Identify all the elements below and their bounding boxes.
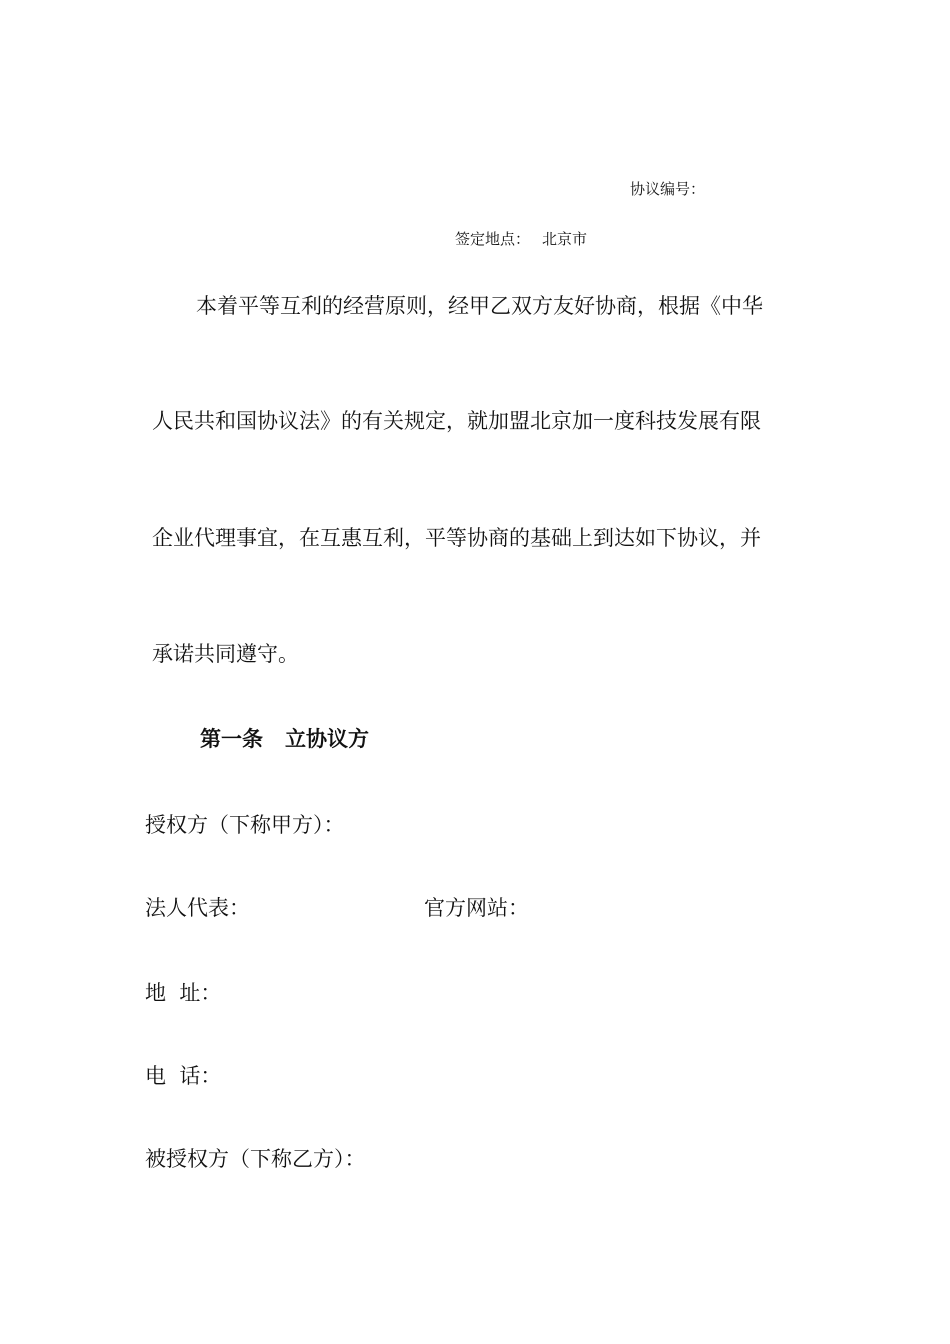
intro-line-2: 人民共和国协议法》的有关规定，就加盟北京加一度科技发展有限 xyxy=(152,409,761,433)
party-b-heading: 被授权方（下称乙方）： xyxy=(145,1147,366,1171)
intro-line-4: 承诺共同遵守。 xyxy=(152,642,299,666)
website-label: 官方网站： xyxy=(424,896,529,920)
intro-line-3: 企业代理事宜，在互惠互利，平等协商的基础上到达如下协议，并 xyxy=(152,526,761,550)
article-1-heading xyxy=(200,728,369,749)
article-1-number: 第一条 xyxy=(200,726,263,751)
party-a-heading: 授权方（下称甲方）： xyxy=(145,813,345,837)
agreement-number-label: 协议编号： xyxy=(630,180,706,198)
signing-place xyxy=(455,232,587,247)
article-1-title: 立协议方 xyxy=(285,726,369,751)
legal-rep-label: 法人代表： xyxy=(145,896,250,920)
signing-place-value: 北京市 xyxy=(542,230,588,248)
signing-place-label: 签定地点： xyxy=(455,230,531,248)
phone-label: 电 话： xyxy=(145,1064,222,1088)
intro-line-1: 本着平等互利的经营原则，经甲乙双方友好协商，根据《中华 xyxy=(196,294,763,318)
address-label: 地 址： xyxy=(145,981,222,1005)
